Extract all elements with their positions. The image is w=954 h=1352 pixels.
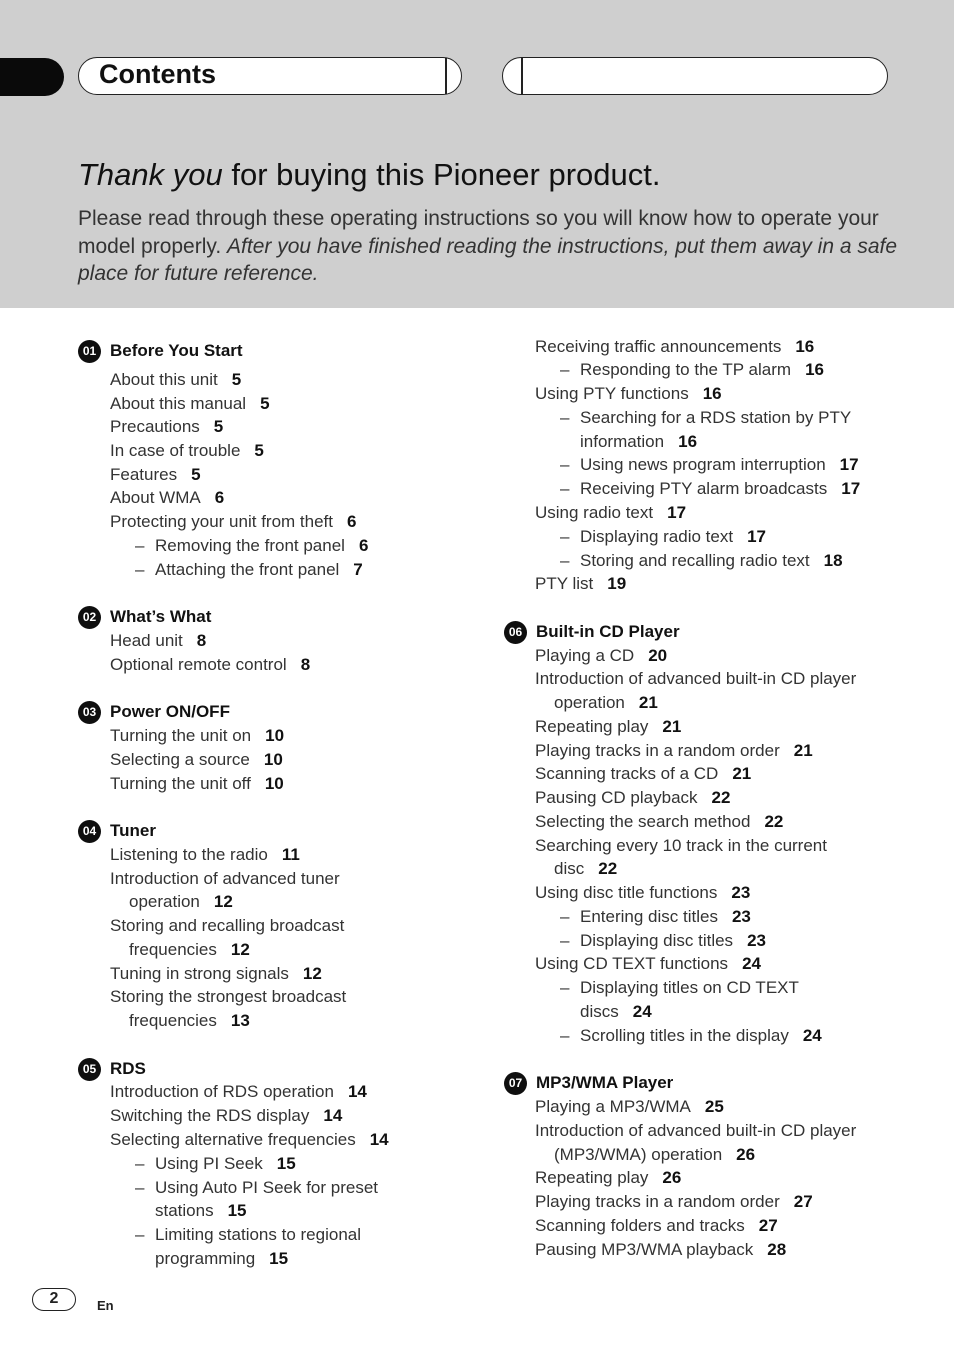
toc-subentry-dash: – bbox=[560, 1026, 570, 1045]
toc-page-number: 22 bbox=[598, 859, 618, 878]
toc-entry-text: Using Auto PI Seek for preset bbox=[155, 1178, 379, 1197]
section-title: Before You Start bbox=[110, 341, 243, 360]
toc-entry-text: Storing and recalling broadcast bbox=[110, 916, 345, 935]
toc-entry-text: In case of trouble bbox=[110, 441, 241, 460]
toc-page-number: 14 bbox=[369, 1130, 389, 1149]
toc-entry-text: Introduction of advanced built-in CD player bbox=[535, 669, 857, 688]
toc-entry-text: Using PI Seek bbox=[155, 1154, 263, 1173]
toc-page-number: 5 bbox=[191, 465, 201, 484]
toc-page-number: 26 bbox=[736, 1145, 756, 1164]
toc-entry bbox=[129, 939, 250, 961]
toc-entry bbox=[580, 407, 851, 429]
toc-entry-text: (MP3/WMA) operation bbox=[554, 1145, 723, 1164]
toc-entry-text: Introduction of RDS operation bbox=[110, 1082, 334, 1101]
toc-entry-text: Receiving traffic announcements bbox=[535, 337, 782, 356]
toc-page-number: 15 bbox=[227, 1201, 247, 1220]
toc-subentry-dash: – bbox=[560, 527, 570, 546]
toc-entry bbox=[155, 1200, 247, 1222]
toc-entry bbox=[535, 1239, 786, 1261]
toc-entry bbox=[554, 1144, 755, 1166]
toc-page-number: 27 bbox=[793, 1192, 813, 1211]
toc-entry bbox=[580, 977, 799, 999]
toc-entry-text: Head unit bbox=[110, 631, 183, 650]
toc-page-number: 28 bbox=[767, 1240, 787, 1259]
toc-entry-text: Displaying titles on CD TEXT bbox=[580, 978, 799, 997]
toc-entry bbox=[110, 440, 264, 462]
toc-page-number: 10 bbox=[264, 774, 284, 793]
toc-entry-text: Searching for a RDS station by PTY bbox=[580, 408, 852, 427]
toc-page-number: 5 bbox=[254, 441, 264, 460]
toc-entry-text: Entering disc titles bbox=[580, 907, 718, 926]
toc-entry-text: Displaying disc titles bbox=[580, 931, 734, 950]
toc-page-number: 11 bbox=[281, 845, 300, 864]
toc-entry bbox=[129, 891, 233, 913]
toc-entry bbox=[535, 787, 730, 809]
toc-entry bbox=[535, 716, 681, 738]
toc-entry-text: Using CD TEXT functions bbox=[535, 954, 729, 973]
toc-entry bbox=[110, 487, 224, 509]
toc-entry bbox=[110, 1129, 389, 1151]
section-number-badge: 01 bbox=[78, 340, 101, 363]
toc-entry bbox=[110, 963, 322, 985]
toc-entry bbox=[155, 1153, 296, 1175]
toc-subentry-dash: – bbox=[135, 1178, 145, 1197]
toc-entry bbox=[110, 725, 284, 747]
toc-page-number: 5 bbox=[213, 417, 224, 436]
toc-entry-text: Introduction of advanced tuner bbox=[110, 869, 340, 888]
toc-entry-text: Using news program interruption bbox=[580, 455, 826, 474]
toc-page-number: 8 bbox=[196, 631, 207, 650]
toc-page-number: 22 bbox=[764, 812, 784, 831]
toc-entry bbox=[535, 1215, 778, 1237]
toc-entry bbox=[110, 464, 201, 486]
toc-entry-text: Receiving PTY alarm broadcasts bbox=[580, 479, 828, 498]
toc-page-number: 12 bbox=[302, 964, 322, 983]
toc-entry bbox=[580, 526, 766, 548]
toc-page-number: 15 bbox=[269, 1249, 289, 1268]
toc-entry bbox=[155, 1224, 361, 1246]
toc-entry bbox=[580, 454, 859, 476]
toc-page-number: 16 bbox=[702, 384, 722, 403]
toc-entry bbox=[535, 1167, 681, 1189]
toc-entry bbox=[535, 763, 751, 785]
toc-page-number: 7 bbox=[353, 560, 363, 579]
toc-page-number: 24 bbox=[802, 1026, 822, 1045]
toc-entry-text: Repeating play bbox=[535, 1168, 649, 1187]
toc-entry bbox=[535, 573, 626, 595]
toc-entry bbox=[110, 654, 310, 676]
toc-entry bbox=[580, 431, 697, 453]
toc-entry bbox=[535, 502, 686, 524]
toc-subentry-dash: – bbox=[560, 408, 570, 427]
contents-title: Contents bbox=[99, 59, 216, 89]
toc-entry-text: Scrolling titles in the display bbox=[580, 1026, 789, 1045]
toc-entry-text: Tuning in strong signals bbox=[110, 964, 289, 983]
toc-page-number: 27 bbox=[758, 1216, 778, 1235]
toc-entry-text: discs bbox=[580, 1002, 619, 1021]
toc-entry bbox=[554, 692, 658, 714]
toc-entry-text: Playing tracks in a random order bbox=[535, 1192, 780, 1211]
toc-page-number: 16 bbox=[678, 432, 698, 451]
toc-entry bbox=[110, 773, 284, 795]
toc-page-number: 8 bbox=[300, 655, 311, 674]
toc-page-number: 17 bbox=[841, 479, 861, 498]
toc-entry bbox=[535, 882, 750, 904]
toc-subentry-dash: – bbox=[135, 1154, 145, 1173]
toc-entry bbox=[535, 336, 814, 358]
toc-page-number: 6 bbox=[347, 512, 357, 531]
toc-entry bbox=[535, 645, 667, 667]
toc-subentry-dash: – bbox=[560, 479, 570, 498]
toc-entry bbox=[580, 478, 860, 500]
toc-page-number: 18 bbox=[823, 551, 843, 570]
toc-entry-text: Pausing CD playback bbox=[535, 788, 698, 807]
toc-entry bbox=[580, 1025, 822, 1047]
toc-page-number: 21 bbox=[793, 741, 813, 760]
toc-entry bbox=[535, 1120, 856, 1142]
toc-page-number: 17 bbox=[839, 455, 859, 474]
toc-entry-text: Selecting the search method bbox=[535, 812, 751, 831]
toc-entry-text: Removing the front panel bbox=[155, 536, 345, 555]
toc-page-number: 21 bbox=[638, 693, 658, 712]
toc-entry bbox=[535, 1096, 724, 1118]
toc-entry-text: Storing the strongest broadcast bbox=[110, 987, 347, 1006]
toc-page-number: 24 bbox=[632, 1002, 652, 1021]
toc-entry bbox=[535, 383, 722, 405]
thank-you-italic: Thank you bbox=[78, 157, 223, 192]
toc-page-number: 23 bbox=[731, 883, 751, 902]
toc-page-number: 23 bbox=[731, 907, 751, 926]
toc-entry bbox=[155, 1248, 288, 1270]
section-title: MP3/WMA Player bbox=[536, 1073, 674, 1092]
toc-entry-text: Selecting alternative frequencies bbox=[110, 1130, 356, 1149]
toc-entry bbox=[110, 1105, 342, 1127]
toc-page-number: 16 bbox=[795, 337, 815, 356]
toc-subentry-dash: – bbox=[560, 551, 570, 570]
toc-page-number: 12 bbox=[230, 940, 250, 959]
toc-entry-text: disc bbox=[554, 859, 585, 878]
toc-entry-text: Using disc title functions bbox=[535, 883, 718, 902]
section-number-badge: 03 bbox=[78, 701, 101, 724]
toc-entry-text: Turning the unit on bbox=[110, 726, 252, 745]
intro-italic: After you have finished reading the instructions, put them away in a safe place for future reference. bbox=[78, 234, 898, 285]
toc-entry-text: Switching the RDS display bbox=[110, 1106, 310, 1125]
toc-subentry-dash: – bbox=[560, 360, 570, 379]
toc-subentry-dash: – bbox=[560, 931, 570, 950]
toc-page-number: 16 bbox=[805, 360, 824, 379]
toc-entry-text: programming bbox=[155, 1249, 256, 1268]
toc-entry bbox=[110, 630, 206, 652]
toc-entry-text: About WMA bbox=[110, 488, 201, 507]
toc-entry bbox=[110, 511, 356, 533]
section-number-badge: 04 bbox=[78, 820, 101, 843]
toc-entry-text: Listening to the radio bbox=[110, 845, 268, 864]
toc-entry-text: Precautions bbox=[110, 417, 200, 436]
toc-entry bbox=[110, 915, 344, 937]
toc-entry bbox=[535, 811, 783, 833]
toc-entry bbox=[155, 535, 368, 557]
toc-entry-text: stations bbox=[155, 1201, 214, 1220]
toc-entry-text: Attaching the front panel bbox=[155, 560, 340, 579]
section-title: RDS bbox=[110, 1059, 146, 1078]
toc-page-number: 5 bbox=[231, 370, 242, 389]
toc-entry bbox=[155, 1177, 378, 1199]
toc-entry bbox=[535, 953, 761, 975]
section-number-badge: 07 bbox=[504, 1072, 527, 1095]
toc-entry-text: Scanning tracks of a CD bbox=[535, 764, 719, 783]
toc-entry-text: frequencies bbox=[129, 940, 217, 959]
toc-page-number: 15 bbox=[276, 1154, 296, 1173]
toc-page-number: 17 bbox=[747, 527, 766, 546]
toc-entry bbox=[110, 844, 300, 866]
toc-page-number: 5 bbox=[260, 394, 270, 413]
toc-entry-text: operation bbox=[129, 892, 200, 911]
toc-entry bbox=[580, 906, 751, 928]
toc-entry-text: Pausing MP3/WMA playback bbox=[535, 1240, 754, 1259]
toc-entry bbox=[535, 1191, 813, 1213]
toc-page-number: 12 bbox=[213, 892, 233, 911]
toc-entry-text: Using radio text bbox=[535, 503, 654, 522]
toc-entry bbox=[535, 835, 827, 857]
toc-entry-text: Repeating play bbox=[535, 717, 649, 736]
toc-page-number: 6 bbox=[358, 536, 369, 555]
toc-entry-text: Features bbox=[110, 465, 178, 484]
toc-entry bbox=[580, 550, 843, 572]
toc-entry bbox=[110, 416, 223, 438]
intro-plain: Please read through these operating instructions so you will know how to operate your model properly. bbox=[78, 207, 879, 258]
toc-entry bbox=[110, 1081, 367, 1103]
toc-entry bbox=[110, 868, 340, 890]
toc-entry-text: Searching every 10 track in the current bbox=[535, 836, 827, 855]
section-number-badge: 05 bbox=[78, 1058, 101, 1081]
section-title: Built-in CD Player bbox=[536, 622, 680, 641]
toc-entry-text: Selecting a source bbox=[110, 750, 250, 769]
toc-subentry-dash: – bbox=[560, 978, 570, 997]
toc-entry-text: Storing and recalling radio text bbox=[580, 551, 810, 570]
page-number: 2 bbox=[32, 1288, 76, 1311]
toc-entry-text: information bbox=[580, 432, 665, 451]
toc-entry-text: PTY list bbox=[535, 574, 594, 593]
section-title: What’s What bbox=[110, 607, 212, 626]
toc-page-number: 10 bbox=[263, 750, 283, 769]
toc-entry bbox=[580, 930, 766, 952]
toc-entry bbox=[554, 858, 617, 880]
toc-page-number: 6 bbox=[214, 488, 225, 507]
toc-page-number: 21 bbox=[732, 764, 752, 783]
toc-page-number: 25 bbox=[704, 1097, 724, 1116]
toc-page-number: 10 bbox=[265, 726, 285, 745]
toc-entry bbox=[110, 986, 346, 1008]
toc-entry-text: Displaying radio text bbox=[580, 527, 734, 546]
toc-entry bbox=[155, 559, 363, 581]
toc-entry-text: About this unit bbox=[110, 370, 218, 389]
toc-page-number: 13 bbox=[230, 1011, 250, 1030]
toc-entry bbox=[580, 1001, 652, 1023]
language-label: En bbox=[97, 1298, 114, 1313]
toc-entry bbox=[535, 668, 856, 690]
toc-page-number: 20 bbox=[648, 646, 668, 665]
toc-entry-text: Protecting your unit from theft bbox=[110, 512, 333, 531]
section-title: Power ON/OFF bbox=[110, 702, 230, 721]
toc-page-number: 22 bbox=[711, 788, 731, 807]
toc-entry-text: frequencies bbox=[129, 1011, 217, 1030]
thank-you-rest: for buying this Pioneer product. bbox=[222, 157, 661, 192]
toc-page-number: 26 bbox=[662, 1168, 682, 1187]
section-title: Tuner bbox=[110, 821, 156, 840]
toc-page-number: 14 bbox=[347, 1082, 367, 1101]
toc-entry bbox=[129, 1010, 250, 1032]
toc-page-number: 24 bbox=[742, 954, 761, 973]
toc-entry-text: Playing tracks in a random order bbox=[535, 741, 780, 760]
section-number-badge: 02 bbox=[78, 606, 101, 629]
toc-entry-text: Turning the unit off bbox=[110, 774, 251, 793]
toc-entry-text: Scanning folders and tracks bbox=[535, 1216, 745, 1235]
toc-entry-text: About this manual bbox=[110, 394, 247, 413]
toc-entry-text: Playing a CD bbox=[535, 646, 635, 665]
toc-subentry-dash: – bbox=[560, 907, 570, 926]
toc-page-number: 21 bbox=[662, 717, 682, 736]
toc-entry-text: Playing a MP3/WMA bbox=[535, 1097, 691, 1116]
toc-entry-text: Optional remote control bbox=[110, 655, 287, 674]
toc-entry bbox=[580, 359, 824, 381]
toc-page-number: 14 bbox=[323, 1106, 343, 1125]
toc-entry-text: operation bbox=[554, 693, 625, 712]
toc-subentry-dash: – bbox=[135, 1225, 145, 1244]
toc-page-number: 23 bbox=[747, 931, 766, 950]
toc-subentry-dash: – bbox=[135, 560, 145, 579]
toc-page-number: 19 bbox=[607, 574, 627, 593]
toc-subentry-dash: – bbox=[560, 455, 570, 474]
toc-entry bbox=[110, 749, 283, 771]
toc-page-number: 17 bbox=[667, 503, 687, 522]
toc-entry-text: Introduction of advanced built-in CD player bbox=[535, 1121, 857, 1140]
section-number-badge: 06 bbox=[504, 621, 527, 644]
toc-entry bbox=[110, 393, 270, 415]
toc-subentry-dash: – bbox=[135, 536, 145, 555]
toc-entry-text: Limiting stations to regional bbox=[155, 1225, 362, 1244]
toc-entry-text: Using PTY functions bbox=[535, 384, 689, 403]
toc-entry bbox=[535, 740, 813, 762]
toc-entry bbox=[110, 369, 241, 391]
toc-entry-text: Responding to the TP alarm bbox=[580, 360, 792, 379]
